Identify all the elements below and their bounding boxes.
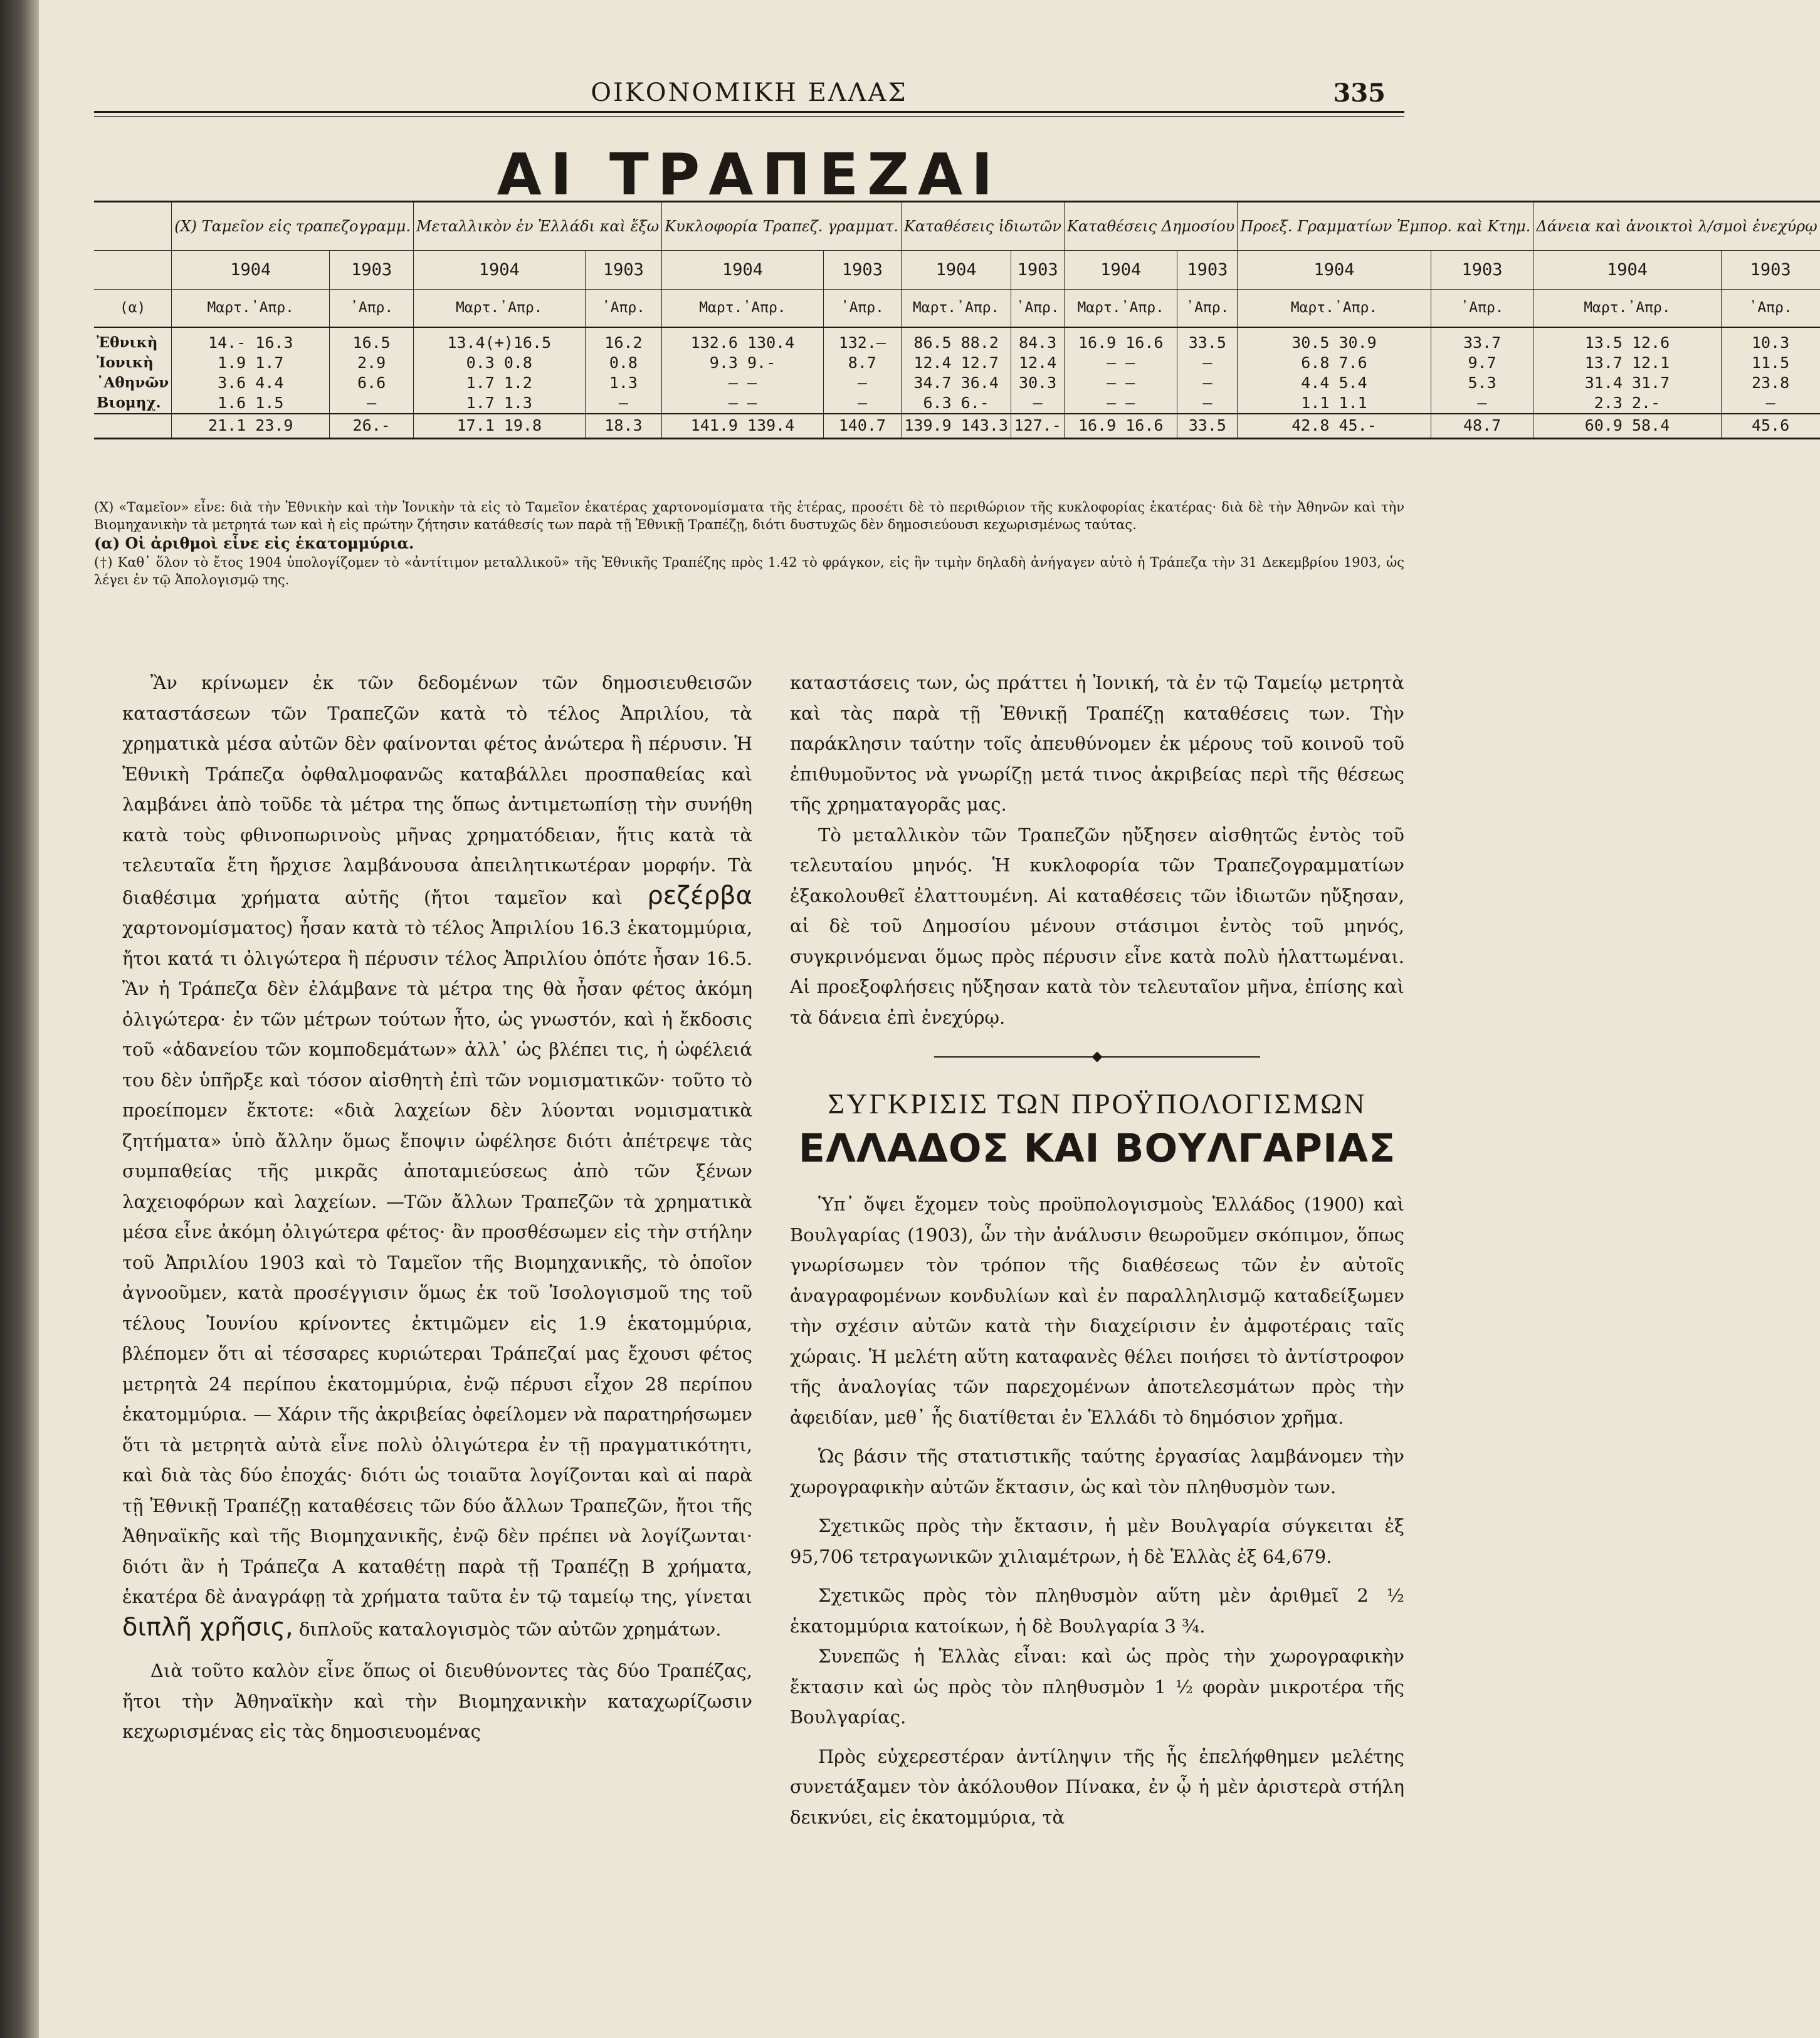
- total-cell: 42.8 45.-: [1238, 414, 1431, 439]
- total-cell: 127.-: [1011, 414, 1065, 439]
- table-cell: 1.7 1.2: [414, 373, 586, 393]
- table-cell: 1.7 1.3: [414, 393, 586, 414]
- article-column-right: [790, 668, 1404, 1832]
- table-cell: 4.4 5.4: [1238, 373, 1431, 393]
- month-cell: Μαρτ.᾿Απρ.: [414, 290, 586, 327]
- article-title: ΣΥΓΚΡΙΣΙΣ ΤΩΝ ΠΡΟΫΠΟΛΟΓΙΣΜΩΝ: [828, 1088, 1367, 1120]
- footnote-x: (Χ) «Ταμεῖον» εἶνε: διὰ τὴν Ἐθνικὴν καὶ τὴν Ἰονικὴν τὰ εἰς τὸ Ταμεῖον ἑκατέρας χαρτονομίσματα τῆς ἑτέρας, προσέτι δὲ τὸ περιθώριον τῆς κυκλοφορίας ἑκατέρας· διὰ δὲ τὴν Ἀθηνῶν καὶ τὴν Βιομηχανικὴν τὰ μετρητά των καὶ ἡ εἰς πρώτην ζήτησιν κατάθεσίς των παρὰ τῇ Ἐθνικῇ Τραπέζῃ, διότι δυστυχῶς δὲν δημοσιεύουσι κεχωρισμένως ταύτας.: [94, 500, 1404, 532]
- row-label: Ἰονικὴ: [94, 353, 172, 373]
- total-cell: 60.9 58.4: [1533, 414, 1721, 439]
- row-label: Βιομηχ.: [94, 393, 172, 414]
- table-cell: 3.6 4.4: [172, 373, 330, 393]
- emphasized-phrase: διπλῆ χρῆσις,: [122, 1612, 293, 1642]
- table-cell: 30.5 30.9: [1238, 327, 1431, 353]
- units-note: (α): [94, 290, 172, 327]
- table-cell: 30.3: [1011, 373, 1065, 393]
- table-cell: — —: [1064, 353, 1177, 373]
- table-cell: 1.1 1.1: [1238, 393, 1431, 414]
- table-cell: 33.5: [1177, 327, 1238, 353]
- year-cell: 1903: [330, 251, 414, 290]
- table-cell: 132.—: [823, 327, 901, 353]
- table-totals-row: [94, 414, 1820, 439]
- table-cell: 86.5 88.2: [901, 327, 1011, 353]
- table-cell: 2.3 2.-: [1533, 393, 1721, 414]
- table-cell: 1.3: [585, 373, 662, 393]
- table-cell: —: [1177, 373, 1238, 393]
- table-cell: 9.3 9.-: [662, 353, 823, 373]
- section-title: ΑΙ ΤΡΑΠΕΖΑΙ: [497, 141, 1002, 208]
- year-cell: 1903: [1177, 251, 1238, 290]
- table-cell: 6.3 6.-: [901, 393, 1011, 414]
- month-cell: ᾿Απρ.: [1177, 290, 1238, 327]
- table-cell: 13.4(+)16.5: [414, 327, 586, 353]
- year-cell: 1903: [823, 251, 901, 290]
- divider-ornament: [1092, 1052, 1103, 1063]
- table-cell: 5.3: [1431, 373, 1533, 393]
- year-cell: 1904: [901, 251, 1011, 290]
- table-cell: — —: [1064, 393, 1177, 414]
- article-column-left: [122, 668, 752, 1747]
- table-cell: —: [330, 393, 414, 414]
- banks-table: [94, 201, 1820, 439]
- paragraph-text: χαρτονομίσματος) ἦσαν κατὰ τὸ τέλος Ἀπριλίου 16.3 ἑκατομμύρια, ἤτοι κατά τι ὀλιγώτερα ἢ πέρυσιν τέλος Ἀπριλίου ὁπότε ἦσαν 16.5. Ἂν ἡ Τράπεζα δὲν ἐλάμβανε τὰ μέτρα της θὰ ἦσαν φέτος ἀκόμη ὀλιγώτερα· ἐν τῶν μέτρων τούτων ἦτο, ὡς γνωστόν, καὶ ἡ ἔκδοσις τοῦ «ἀδανείου τῶν κομποδεμάτων» ἀλλ᾿ ὡς βλέπει τις, ἡ ὠφέλειά του δὲν ὑπῆρξε καὶ τόσον αἰσθητὴ ἐπὶ τῶν νομισματικῶν· τοῦτο τὸ προείπομεν ἔκτοτε: «διὰ λαχείων δὲν λύονται νομισματικὰ ζητήματα» ὑπὸ ἄλλην ὅμως ἔποψιν ὠφέλησε διότι ἀπέτρεψε τὰς συμπαθείας τῆς μικρᾶς ἀποταμιεύσεως ἀπὸ τῶν ξένων λαχειοφόρων καὶ λαχείων. —Τῶν ἄλλων Τραπεζῶν τὰ χρηματικὰ μέσα εἶνε ἀκόμη ὀλιγώτερα φέτος· ἂν προσθέσωμεν εἰς τὴν στήλην τοῦ Ἀπριλίου 1903 καὶ τὸ Ταμεῖον τῆς Βιομηχανικῆς, τὸ ὁποῖον ἀγνοοῦμεν, κατὰ προσέγγισιν ὅμως ἐκ τοῦ Ἰσολογισμοῦ της τοῦ τέλους Ἰουνίου κρίνοντες ἐκτιμῶμεν εἰς 1.9 ἑκατομμύρια, βλέπομεν ὅτι αἱ τέσσαρες κυριώτεραι Τράπεζαί μας ἔχουσι φέτος μετρητὰ 24 περίπου ἑκατομμύρια, ἐνῷ πέρυσι εἶχον 28 περίπου ἑκατομμύρια. — Χάριν τῆς ἀκριβείας ὀφείλομεν νὰ παρατηρήσωμεν ὅτι τὰ μετρητὰ αὐτὰ εἶνε πολὺ ὀλιγώτερα ἐν τῇ πραγματικότητι, καὶ διὰ τὰς δύο ἐποχάς· διότι ὡς τοιαῦτα λογίζονται καὶ αἱ παρὰ τῇ Ἐθνικῇ Τραπέζῃ καταθέσεις τῶν δύο ἄλλων Τραπεζῶν, ἤτοι τῆς Ἀθηναϊκῆς καὶ τῆς Βιομηχανικῆς, ἐνῷ δὲν πρέπει νὰ λογίζωνται· διότι ἂν ἡ Τράπεζα Α καταθέτῃ παρὰ τῇ Τραπέζῃ Β χρήματα, ἑκατέρα δὲ ἀναγράφῃ τὰ χρήματα ταῦτα ἐν τῷ ταμείῳ της, γίνεται: [122, 917, 752, 1607]
- year-cell: 1904: [1238, 251, 1431, 290]
- table-cell: —: [585, 393, 662, 414]
- table-cell: —: [823, 373, 901, 393]
- paragraph-text: Ἂν κρίνωμεν ἐκ τῶν δεδομένων τῶν δημοσιευθεισῶν καταστάσεων τῶν Τραπεζῶν κατὰ τὸ τέλος Ἀπριλίου, τὰ χρηματικὰ μέσα αὐτῶν δὲν φαίνονται φέτος ἀνώτερα ἢ πέρυσιν. Ἡ Ἐθνικὴ Τράπεζα ὀφθαλμοφανῶς καταβάλλει προσπαθείας καὶ λαμβάνει ἀπὸ τοῦδε τὰ μέτρα της ὅπως ἀντιμετωπίσῃ τὴν συνήθη κατὰ τοὺς φθινοπωρινοὺς μῆνας χρηματόδειαν, ἥτις κατὰ τὰ τελευταῖα ἔτη ἤρχισε λαμβάνουσα ἀπειλητικωτέραν μορφήν. Τὰ διαθέσιμα χρήματα αὐτῆς (ἤτοι ταμεῖον καὶ: [122, 672, 752, 908]
- header-rule: [94, 111, 1404, 113]
- table-body: [94, 327, 1820, 439]
- table-group-header-row: [94, 202, 1820, 251]
- table-cell: 2.9: [330, 353, 414, 373]
- group-header: Καταθέσεις ἰδιωτῶν: [901, 202, 1064, 251]
- table-footnotes: [94, 498, 1404, 590]
- year-cell: 1904: [1064, 251, 1177, 290]
- year-cell: 1904: [414, 251, 586, 290]
- total-cell: 26.-: [330, 414, 414, 439]
- month-cell: ᾿Απρ.: [1011, 290, 1065, 327]
- total-cell: 141.9 139.4: [662, 414, 823, 439]
- month-cell: Μαρτ.᾿Απρ.: [662, 290, 823, 327]
- year-cell: 1904: [172, 251, 330, 290]
- table-cell: —: [1177, 393, 1238, 414]
- table-row: [94, 327, 1820, 353]
- year-cell: 1903: [585, 251, 662, 290]
- row-label: ᾿Αθηνῶν: [94, 373, 172, 393]
- paragraph: Ὡς βάσιν τῆς στατιστικῆς ταύτης ἐργασίας λαμβάνομεν τὴν χωρογραφικὴν αὐτῶν ἔκτασιν, ὡς καὶ τὸν πληθυσμὸν των.: [790, 1446, 1404, 1498]
- table-cell: 16.9 16.6: [1064, 327, 1177, 353]
- book-binding-shadow: [0, 0, 39, 2038]
- table-cell: 1.6 1.5: [172, 393, 330, 414]
- total-cell: 48.7: [1431, 414, 1533, 439]
- table-cell: 12.4 12.7: [901, 353, 1011, 373]
- page-number: 335: [1333, 78, 1386, 108]
- table-year-row: [94, 251, 1820, 290]
- table-cell: 6.8 7.6: [1238, 353, 1431, 373]
- table-corner: [94, 202, 172, 251]
- month-cell: ᾿Απρ.: [1721, 290, 1820, 327]
- table-cell: 34.7 36.4: [901, 373, 1011, 393]
- footnote-dagger: (†) Καθ᾿ ὅλον τὸ ἔτος 1904 ὑπολογίζομεν τὸ «ἀντίτιμον μεταλλικοῦ» τῆς Ἐθνικῆς Τραπέζης πρὸς 1.42 τὸ φράγκον, εἰς ἣν τιμὴν δηλαδὴ ἀνήγαγεν αὐτὸ ἡ Τράπεζα τὴν 31 Δεκεμβρίου 1903, ὡς λέγει ἐν τῷ Ἀπολογισμῷ της.: [94, 555, 1404, 587]
- total-cell: 21.1 23.9: [172, 414, 330, 439]
- group-header: Καταθέσεις Δημοσίου: [1064, 202, 1237, 251]
- table-month-row: [94, 290, 1820, 327]
- paragraph: Συνεπῶς ἡ Ἑλλὰς εἶναι: καὶ ὡς πρὸς τὴν χωρογραφικὴν ἔκτασιν καὶ ὡς πρὸς τὸν πληθυσμὸν 1 ½ φορὰν μικροτέρα τῆς Βουλγαρίας.: [790, 1646, 1404, 1728]
- table-corner: [94, 251, 172, 290]
- month-cell: Μαρτ.᾿Απρ.: [1238, 290, 1431, 327]
- total-cell: 17.1 19.8: [414, 414, 586, 439]
- header-rule-thin: [94, 116, 1404, 117]
- table-cell: 9.7: [1431, 353, 1533, 373]
- year-cell: 1903: [1721, 251, 1820, 290]
- table-cell: 31.4 31.7: [1533, 373, 1721, 393]
- table-cell: 132.6 130.4: [662, 327, 823, 353]
- month-cell: ᾿Απρ.: [1431, 290, 1533, 327]
- table-cell: —: [1011, 393, 1065, 414]
- year-cell: 1903: [1431, 251, 1533, 290]
- table-cell: —: [823, 393, 901, 414]
- total-cell: 18.3: [585, 414, 662, 439]
- paragraph: Διὰ τοῦτο καλὸν εἶνε ὅπως οἱ διευθύνοντες τὰς δύο Τραπέζας, ἤτοι τὴν Ἀθηναϊκὴν καὶ τὴν Βιομηχανικὴν καταχωρίζωσιν κεχωρισμένας εἰς τὰς δημοσιευομένας: [122, 1660, 752, 1742]
- table-cell: — —: [1064, 373, 1177, 393]
- group-header: (Χ) Ταμεῖον εἰς τραπεζογραμμ.: [172, 202, 414, 251]
- total-cell: 45.6: [1721, 414, 1820, 439]
- table-cell: 8.7: [823, 353, 901, 373]
- table-cell: 13.7 12.1: [1533, 353, 1721, 373]
- month-cell: Μαρτ.᾿Απρ.: [1064, 290, 1177, 327]
- paragraph: Σχετικῶς πρὸς τὸν πληθυσμὸν αὕτη μὲν ἀριθμεῖ 2 ½ ἑκατομμύρια κατοίκων, ἡ δὲ Βουλγαρία 3 ¾.: [790, 1585, 1404, 1637]
- month-cell: ᾿Απρ.: [823, 290, 901, 327]
- totals-label: [94, 414, 172, 439]
- month-cell: Μαρτ.᾿Απρ.: [172, 290, 330, 327]
- paragraph: Σχετικῶς πρὸς τὴν ἔκτασιν, ἡ μὲν Βουλγαρία σύγκειται ἐξ 95,706 τετραγωνικῶν χιλιαμέτρων, ἡ δὲ Ἑλλὰς ἐξ 64,679.: [790, 1515, 1404, 1567]
- month-cell: Μαρτ.᾿Απρ.: [901, 290, 1011, 327]
- paragraph: [122, 668, 752, 1644]
- total-cell: 33.5: [1177, 414, 1238, 439]
- month-cell: ᾿Απρ.: [330, 290, 414, 327]
- table-cell: 16.2: [585, 327, 662, 353]
- paragraph: Τὸ μεταλλικὸν τῶν Τραπεζῶν ηὔξησεν αἰσθητῶς ἐντὸς τοῦ τελευταίου μηνός. Ἡ κυκλοφορία τῶν Τραπεζογραμματίων ἐξακολουθεῖ ἐλαττουμένη. Αἱ καταθέσεις τῶν ἰδιωτῶν ηὔξησαν, αἱ δὲ τοῦ Δημοσίου μένουν στάσιμοι ἐντὸς τοῦ μηνός, συγκρινόμεναι ὅμως πρὸς πέρυσιν εἶνε κατὰ πολὺ ἠλαττωμέναι. Αἱ προεξοφλήσεις ηὔξησαν κατὰ τὸν τελευταῖον μῆνα, ἐπίσης καὶ τὰ δάνεια ἐπὶ ἐνεχύρῳ.: [790, 824, 1404, 1028]
- table-cell: 14.- 16.3: [172, 327, 330, 353]
- table-row: [94, 373, 1820, 393]
- group-header: Μεταλλικὸν ἐν Ἑλλάδι καὶ ἔξω: [414, 202, 662, 251]
- table-cell: 33.7: [1431, 327, 1533, 353]
- month-cell: Μαρτ.᾿Απρ.: [1533, 290, 1721, 327]
- table-cell: 12.4: [1011, 353, 1065, 373]
- table-cell: 6.6: [330, 373, 414, 393]
- year-cell: 1904: [1533, 251, 1721, 290]
- section-divider: [934, 1056, 1260, 1058]
- table-cell: — —: [662, 373, 823, 393]
- table-cell: — —: [662, 393, 823, 414]
- total-cell: 140.7: [823, 414, 901, 439]
- total-cell: 139.9 143.3: [901, 414, 1011, 439]
- table-cell: —: [1431, 393, 1533, 414]
- table-cell: —: [1177, 353, 1238, 373]
- article-subtitle: ΕΛΛΑΔΟΣ ΚΑΙ ΒΟΥΛΓΑΡΙΑΣ: [798, 1125, 1396, 1171]
- journal-page: [94, 0, 1817, 2038]
- table-cell: 13.5 12.6: [1533, 327, 1721, 353]
- group-header: Προεξ. Γραμματίων Ἐμπορ. καὶ Κτημ.: [1238, 202, 1533, 251]
- total-cell: 16.9 16.6: [1064, 414, 1177, 439]
- table-row: [94, 353, 1820, 373]
- group-header: Δάνεια καὶ ἀνοικτοὶ λ/σμοὶ ἐνεχύρῳ: [1533, 202, 1820, 251]
- year-cell: 1904: [662, 251, 823, 290]
- journal-title: ΟΙΚΟΝΟΜΙΚΗ ΕΛΛΑΣ: [591, 78, 908, 107]
- month-cell: ᾿Απρ.: [585, 290, 662, 327]
- year-cell: 1903: [1011, 251, 1065, 290]
- paragraph: Ὑπ᾿ ὄψει ἔχομεν τοὺς προϋπολογισμοὺς Ἑλλάδος (1900) καὶ Βουλγαρίας (1903), ὧν τὴν ἀνάλυσιν θεωροῦμεν σκόπιμον, ὅπως γνωρίσωμεν τὸν τρόπον τῆς διαθέσεως τῶν ἐν αὐτοῖς ἀναγραφομένων κονδυλίων καὶ ἐν παραλληλισμῷ καταδείξωμεν τὴν σχέσιν αὐτῶν κατὰ τὴν διαχείρισιν ἐν ἀμφοτέραις ταῖς χώραις. Ἡ μελέτη αὕτη καταφανὲς θέλει ποιήσει τὸ ἀντίστροφον τῆς ἀναλογίας τῶν παρεχομένων ἀποτελεσμάτων πρὸς τὴν ἀφειδίαν, μεθ᾿ ἧς διατίθεται ἐν Ἑλλάδι τὸ δημόσιον χρῆμα.: [790, 1194, 1404, 1428]
- footnote-units: (α) Οἱ ἀριθμοὶ εἶνε εἰς ἑκατομμύρια.: [94, 534, 414, 552]
- table-cell: 84.3: [1011, 327, 1065, 353]
- paragraph-text: διπλοῦς καταλογισμὸς τῶν αὐτῶν χρημάτων.: [293, 1618, 722, 1640]
- group-header: Κυκλοφορία Τραπεζ. γραμματ.: [662, 202, 902, 251]
- table-cell: 23.8: [1752, 373, 1790, 392]
- emphasized-word: ρεζέρβα: [647, 881, 752, 910]
- table-cell: 11.5: [1752, 353, 1790, 372]
- table-row: [94, 393, 1820, 414]
- table-cell: 16.5: [330, 327, 414, 353]
- table-cell: 10.3: [1752, 333, 1790, 352]
- row-label: Ἐθνικὴ: [94, 327, 172, 353]
- table-cell: 0.3 0.8: [414, 353, 586, 373]
- paragraph: Πρὸς εὐχερεστέραν ἀντίληψιν τῆς ἧς ἐπελήφθημεν μελέτης συνετάξαμεν τὸν ἀκόλουθον Πίνακα, ἐν ᾧ ἡ μὲν ἀριστερὰ στήλη δεικνύει, εἰς ἑκατομμύρια, τὰ: [790, 1745, 1404, 1828]
- table-cell: —: [1765, 393, 1775, 412]
- table-cell: 0.8: [585, 353, 662, 373]
- table-cell: 1.9 1.7: [172, 353, 330, 373]
- running-head: [94, 78, 1404, 116]
- paragraph: καταστάσεις των, ὡς πράττει ἡ Ἰονική, τὰ ἐν τῷ Ταμείῳ μετρητὰ καὶ τὰς παρὰ τῇ Ἐθνικῇ Τραπέζῃ καταθέσεις των. Τὴν παράκλησιν ταύτην τοῖς ἀπευθύνομεν ἐκ μέρους τοῦ κοινοῦ τοῦ ἐπιθυμοῦντος νὰ γνωρίζῃ μετά τινος ἀκριβείας περὶ τῆς θέσεως τῆς χρηματαγορᾶς μας.: [790, 672, 1404, 815]
